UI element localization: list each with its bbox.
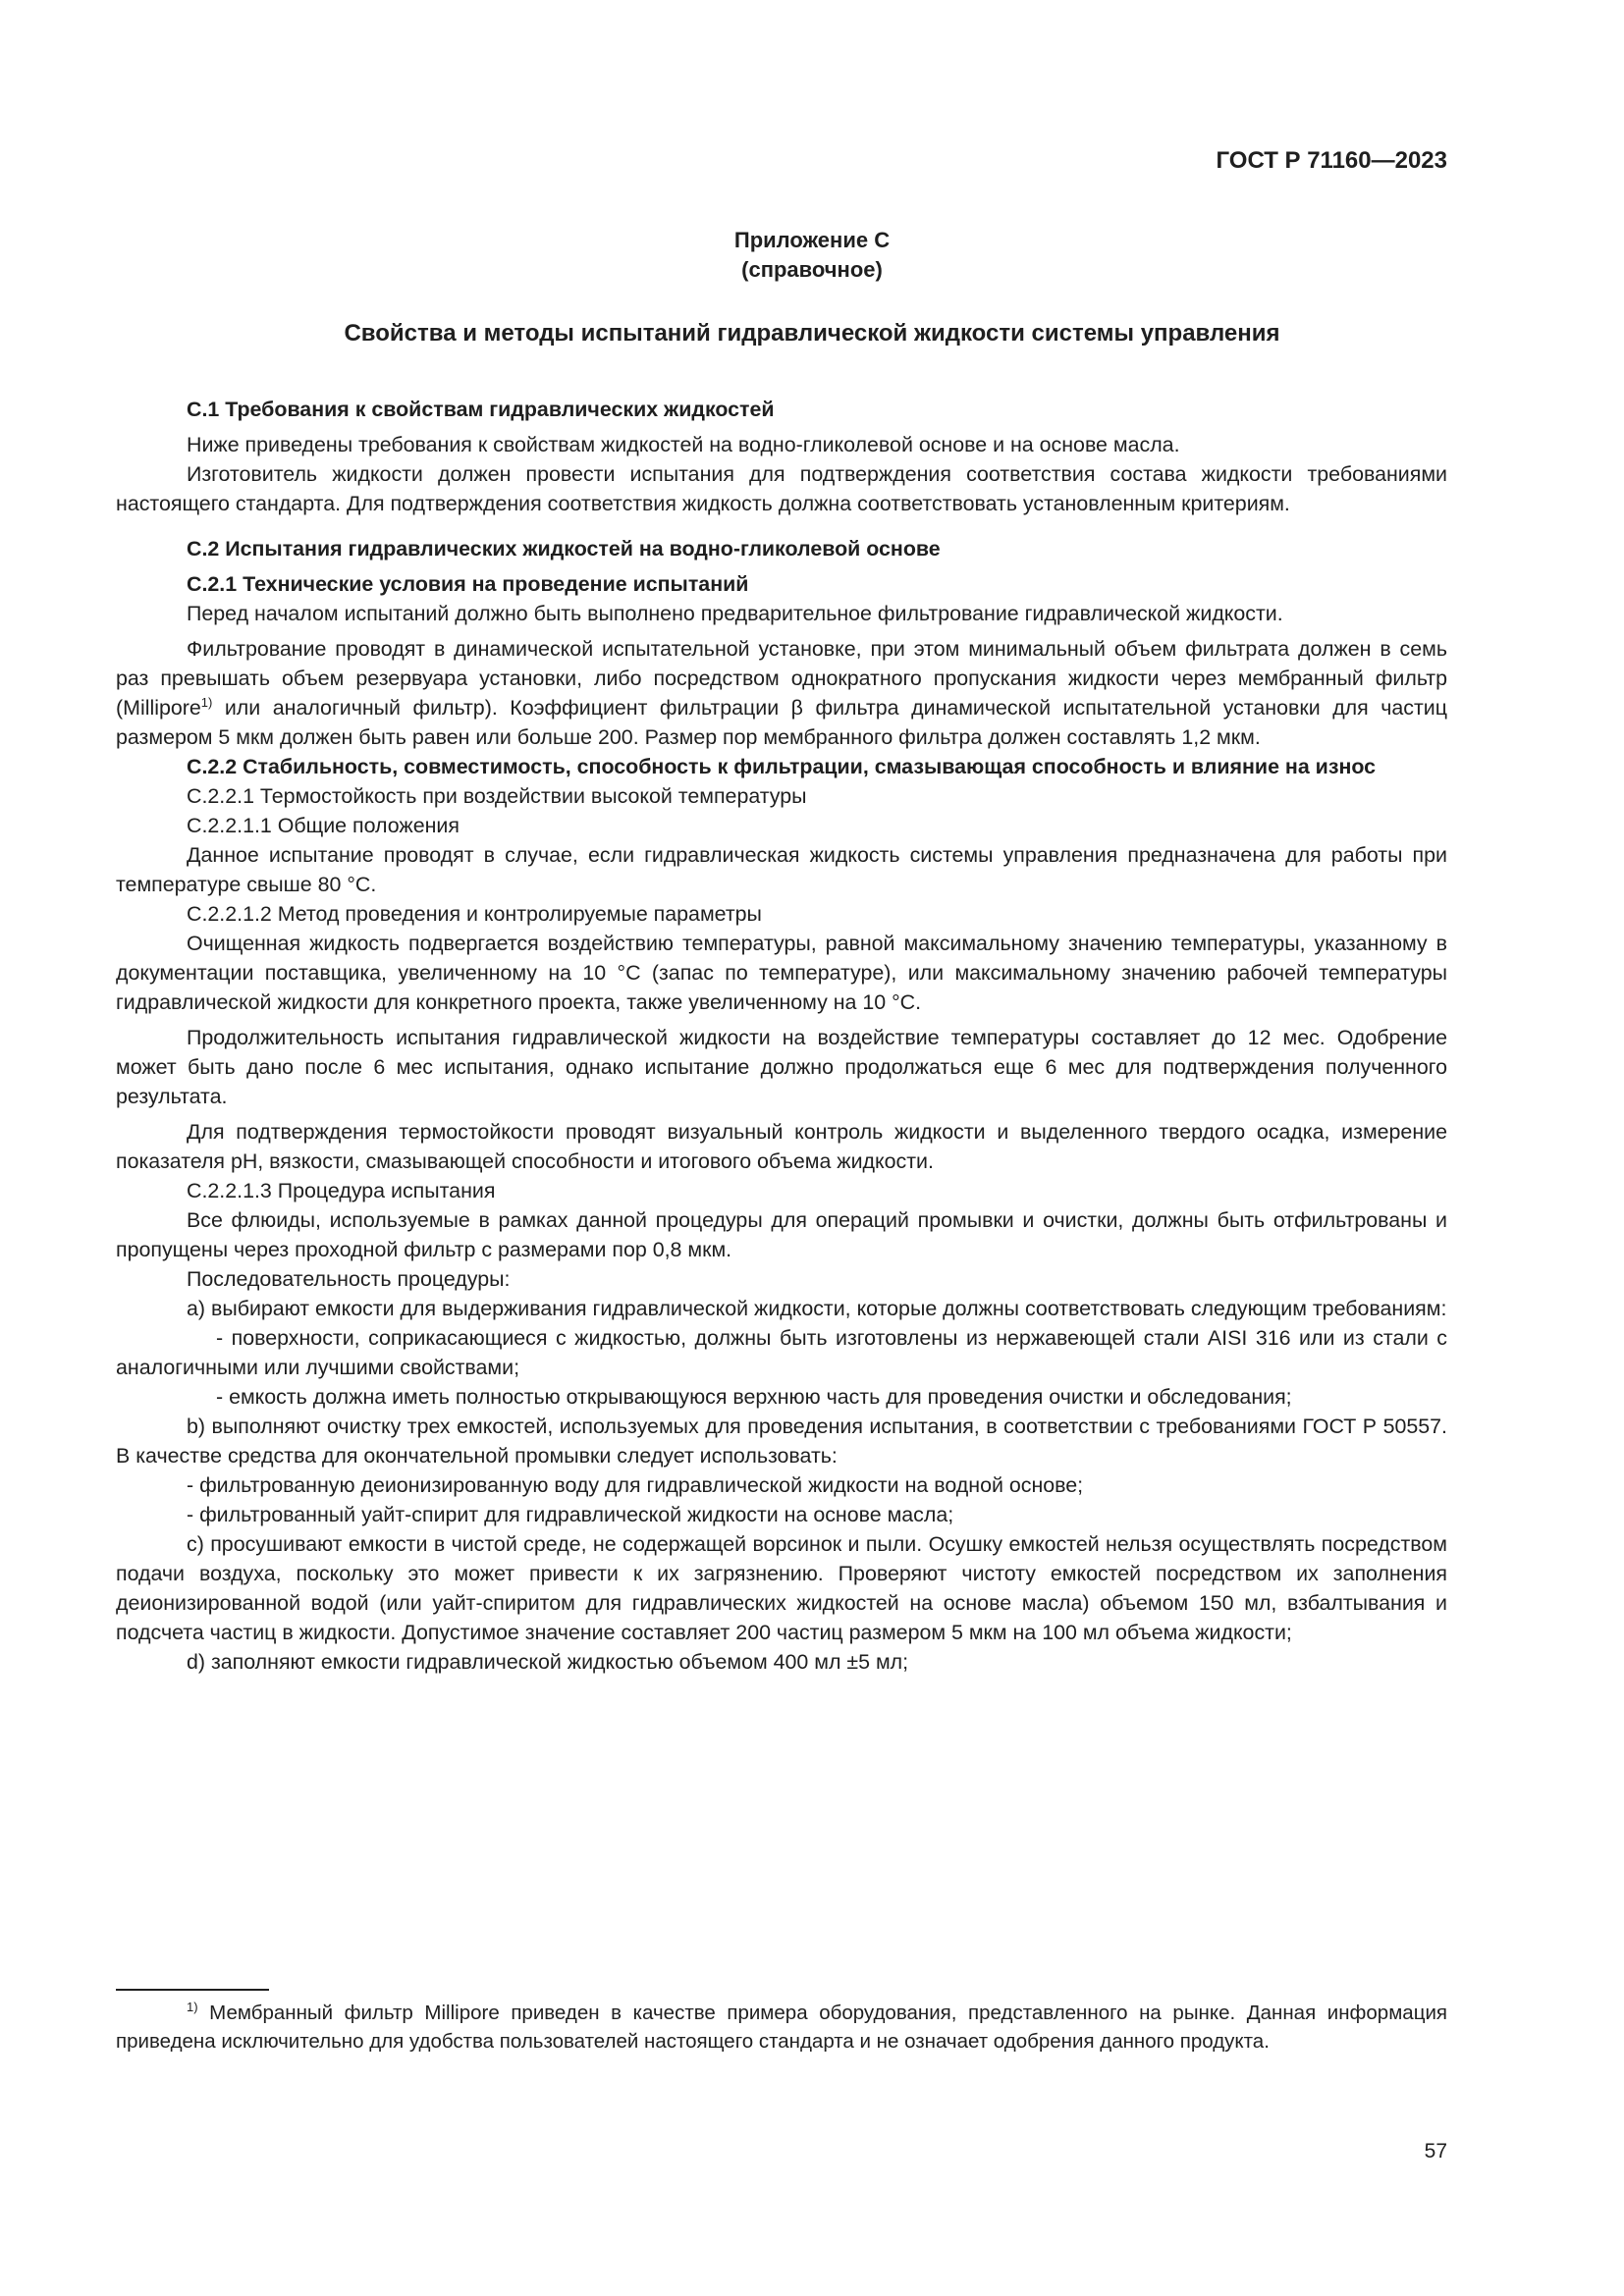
- clause-heading: С.2.2.1.1 Общие положения: [187, 814, 460, 837]
- page-number: 57: [1424, 2140, 1447, 2163]
- appendix-heading: [0, 226, 1624, 285]
- footnote-marker: 1): [187, 2000, 198, 2015]
- footnote-divider: [116, 1989, 269, 1991]
- subsection-heading-c22: С.2.2 Стабильность, совместимость, способность к фильтрации, смазывающая способность и влияние на износ: [187, 755, 1377, 778]
- document-code: ГОСТ Р 71160—2023: [1216, 147, 1447, 174]
- paragraph: [116, 634, 1447, 752]
- paragraph: Последовательность процедуры:: [187, 1267, 511, 1291]
- footnote-paragraph: [116, 1999, 1447, 2056]
- clause-heading: С.2.2.1.3 Процедура испытания: [187, 1179, 496, 1202]
- paragraph: Очищенная жидкость подвергается воздействию температуры, равной максимальному значению температуры, указанному в документации поставщика, увеличенному на 10 °С (запас по температуре), или максимальному значению рабочей температуры гидравлической жидкости для конкретного проекта, также увеличенному на 10 °С.: [116, 932, 1447, 1014]
- paragraph: Перед началом испытаний должно быть выполнено предварительное фильтрование гидравлической жидкости.: [187, 602, 1283, 625]
- paragraph: Все флюиды, используемые в рамках данной процедуры для операций промывки и очистки, должны быть отфильтрованы и пропущены через проходной фильтр с размерами пор 0,8 мкм.: [116, 1208, 1447, 1261]
- paragraph: Ниже приведены требования к свойствам жидкостей на водно-гликолевой основе и на основе масла.: [187, 433, 1180, 456]
- clause-heading: С.2.2.1 Термостойкость при воздействии высокой температуры: [187, 784, 807, 808]
- list-item-c: с) просушивают емкости в чистой среде, не содержащей ворсинок и пыли. Осушку емкостей нельзя осуществлять посредством подачи воздуха, поскольку это может привести к их загрязнению. Проверяют чистоту емкостей посредством их заполнения деионизированной водой (или уайт-спиритом для гидравлических жидкостей на основе масла) объемом 150 мл, взбалтывания и подсчета частиц в жидкости. Допустимое значение составляет 200 частиц размером 5 мкм на 100 мл объема жидкости;: [116, 1532, 1447, 1644]
- list-item-b: b) выполняют очистку трех емкостей, используемых для проведения испытания, в соответствии с требованиями ГОСТ Р 50557. В качестве средства для окончательной промывки следует использовать:: [116, 1415, 1447, 1468]
- footnote: [116, 1999, 1447, 2056]
- list-dash-item: - поверхности, соприкасающиеся с жидкостью, должны быть изготовлены из нержавеющей стали AISI 316 или из стали с аналогичными или лучшими свойствами;: [116, 1326, 1447, 1379]
- list-dash-item: - фильтрованную деионизированную воду для гидравлической жидкости на водной основе;: [187, 1473, 1084, 1497]
- list-dash-item: - емкость должна иметь полностью открывающуюся верхнюю часть для проведения очистки и обследования;: [216, 1385, 1292, 1409]
- paragraph: Продолжительность испытания гидравлической жидкости на воздействие температуры составляет до 12 мес. Одобрение может быть дано после 6 мес испытания, однако испытание должно продолжаться еще 6 мес для подтверждения полученного результата.: [116, 1026, 1447, 1108]
- footnote-reference: 1): [200, 694, 213, 710]
- paragraph-part: или аналогичный фильтр). Коэффициент фильтрации β фильтра динамической испытательной установки для частиц размером 5 мкм должен быть равен или больше 200. Размер пор мембранного фильтра должен составлять 1,2 мкм.: [116, 696, 1447, 749]
- subsection-heading-c21: С.2.1 Технические условия на проведение испытаний: [187, 572, 749, 596]
- appendix-type: (справочное): [741, 257, 883, 282]
- clause-heading: С.2.2.1.2 Метод проведения и контролируемые параметры: [187, 902, 762, 926]
- section-heading-c2: С.2 Испытания гидравлических жидкостей на водно-гликолевой основе: [187, 537, 941, 561]
- list-item-a: а) выбирают емкости для выдерживания гидравлической жидкости, которые должны соответствовать следующим требованиям:: [187, 1297, 1447, 1320]
- footnote-text: Мембранный фильтр Millipore приведен в качестве примера оборудования, представленного на рынке. Данная информация приведена исключительно для удобства пользователей настоящего стандарта и не означает одобрения данного продукта.: [116, 2002, 1447, 2053]
- body-text: [116, 395, 1447, 1677]
- paragraph: Данное испытание проводят в случае, если гидравлическая жидкость системы управления предназначена для работы при температуре свыше 80 °С.: [116, 843, 1447, 896]
- paragraph: Изготовитель жидкости должен провести испытания для подтверждения соответствия состава жидкости требованиями настоящего стандарта. Для подтверждения соответствия жидкость должна соответствовать установленным критериям.: [116, 462, 1447, 515]
- paragraph: Для подтверждения термостойкости проводят визуальный контроль жидкости и выделенного твердого осадка, измерение показателя рН, вязкости, смазывающей способности и итогового объема жидкости.: [116, 1120, 1447, 1173]
- appendix-title: Свойства и методы испытаний гидравлической жидкости системы управления: [344, 320, 1280, 347]
- list-item-d: d) заполняют емкости гидравлической жидкостью объемом 400 мл ±5 мл;: [187, 1650, 909, 1674]
- paragraph-part: Фильтрование проводят в динамической испытательной установке, при этом минимальный объем фильтрата должен в семь раз превышать объем резервуара установки, либо посредством однократного пропускания жидкости через мембранный фильтр (Millipore: [116, 637, 1447, 720]
- list-dash-item: - фильтрованный уайт-спирит для гидравлической жидкости на основе масла;: [187, 1503, 954, 1526]
- section-heading-c1: С.1 Требования к свойствам гидравлических жидкостей: [187, 398, 775, 421]
- appendix-label: Приложение С: [733, 228, 891, 252]
